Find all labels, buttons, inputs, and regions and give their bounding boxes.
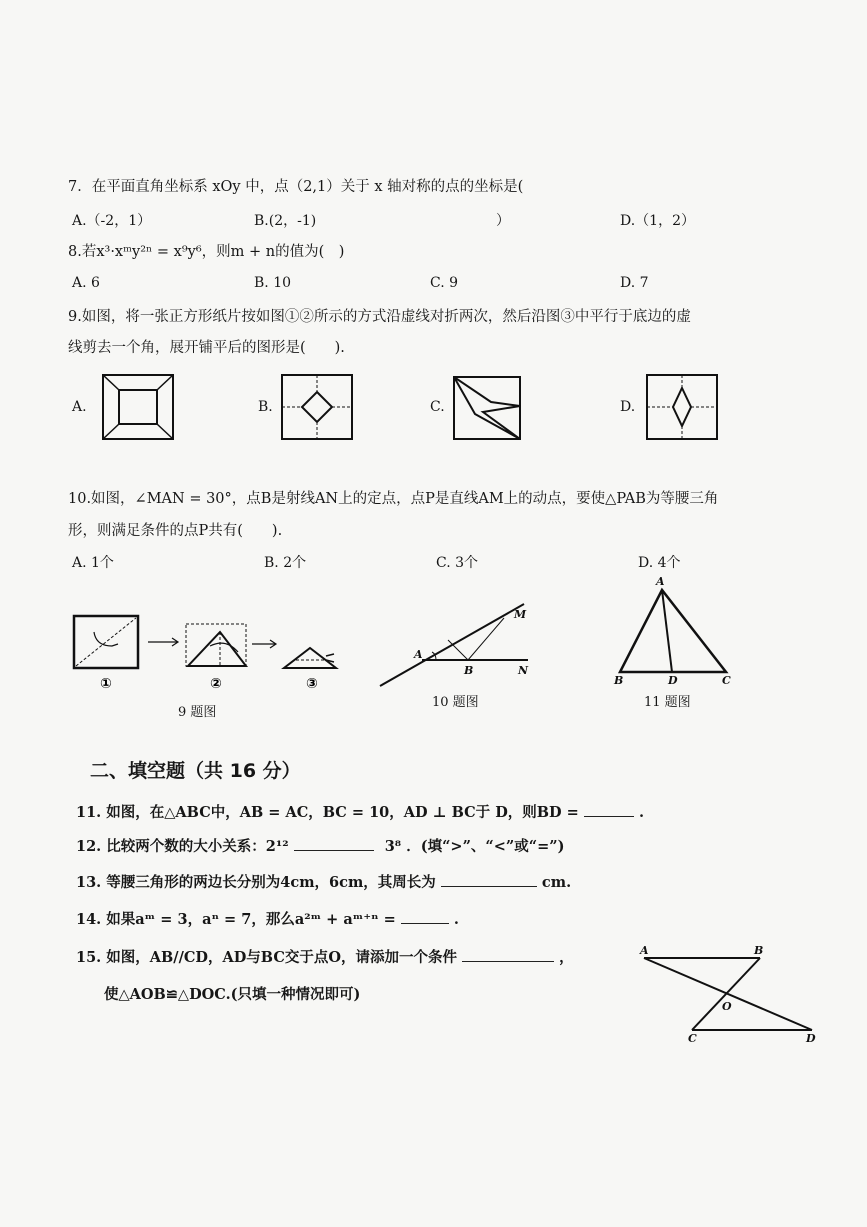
q8-stem: 8.若x³·xᵐy²ⁿ = x⁹y⁶，则m + n的值为( ) <box>68 244 345 260</box>
q14-answer-blank[interactable] <box>401 922 449 924</box>
q9-stem-line1: 9.如图，将一张正方形纸片按如图①②所示的方式沿虚线对折两次，然后沿图③中平行于底边的虚 <box>68 309 691 325</box>
q10-stem-line1: 10.如图，∠MAN = 30°，点B是射线AN上的定点，点P是直线AM上的动点，要使△PAB为等腰三角 <box>68 491 719 507</box>
q11-end: . <box>638 804 645 821</box>
q7-option-a: A.（-2，1） <box>72 213 152 229</box>
fig9-step-label-2: ② <box>210 676 222 692</box>
q9-option-c-label: C. <box>430 399 445 415</box>
q9-option-d-label: D. <box>620 399 636 415</box>
fig15-point-d: D <box>806 1032 816 1045</box>
q12-mid: 3⁸ <box>384 838 402 855</box>
q15-line2: 使△AOB≌△DOC.(只填一种情况即可) <box>104 986 361 1003</box>
fig10-point-b: B <box>464 664 474 677</box>
q15-line1 <box>76 951 574 966</box>
figure-10-caption: 10 题图 <box>432 695 479 710</box>
q10-option-a: A. 1个 <box>72 555 114 571</box>
q10-option-b: B. 2个 <box>264 555 307 571</box>
fig15-point-c: C <box>688 1032 697 1045</box>
q13-text: 13. 等腰三角形的两边长分别为4cm，6cm，其周长为 <box>76 874 436 891</box>
fig10-point-m: M <box>514 608 527 621</box>
q7-option-d: D.（1，2） <box>620 213 695 229</box>
q14-text: 14. 如果aᵐ = 3，aⁿ = 7，那么a²ᵐ + aᵐ⁺ⁿ = <box>76 911 396 928</box>
fig9-step2-triangle <box>188 632 246 666</box>
fig9-step-label-3: ③ <box>306 676 318 692</box>
q7-option-c: ） <box>496 213 510 229</box>
q9-option-d-figure <box>646 374 718 440</box>
fig15-point-b: B <box>754 944 764 957</box>
q9-option-a-figure <box>102 374 174 440</box>
fig15-segment-ad <box>644 958 812 1030</box>
fig9-step1-diagonal <box>76 618 136 666</box>
q12-answer-blank[interactable] <box>294 849 374 851</box>
figure-15 <box>636 938 826 1046</box>
fig9-step3-triangle <box>284 648 336 668</box>
fig9-step-label-1: ① <box>100 676 112 692</box>
figure-10 <box>376 598 536 690</box>
fig10-point-n: N <box>518 664 529 677</box>
fig11-point-d: D <box>668 674 678 687</box>
section-2-title: 二、填空题（共 16 分） <box>90 760 301 782</box>
fig15-segment-bc <box>692 958 760 1030</box>
q7-stem: 7．在平面直角坐标系 xOy 中，点（2,1）关于 x 轴对称的点的坐标是( <box>68 179 524 195</box>
q13-line <box>76 876 571 891</box>
q9d-fold-lines <box>647 375 717 439</box>
q9d-diamond <box>673 388 691 426</box>
fig9-arrow-1 <box>148 638 178 646</box>
q14-line <box>76 913 459 928</box>
figure-9 <box>70 612 350 692</box>
fig11-point-c: C <box>722 674 731 687</box>
q11-line <box>76 806 644 821</box>
q13-answer-blank[interactable] <box>441 885 537 887</box>
q11-text: 11. 如图，在△ABC中，AB = AC，BC = 10，AD ⊥ BC于 D，则BD = <box>76 804 579 821</box>
fig11-triangle-abc <box>620 590 726 672</box>
q14-end: . <box>453 911 459 928</box>
q11-answer-blank[interactable] <box>584 815 634 817</box>
fig9-arrow-2 <box>252 640 276 648</box>
fig9-step3-scissors <box>326 654 334 662</box>
q9-stem-line2: 线剪去一个角，展开铺平后的图形是( ). <box>68 340 345 356</box>
q9a-inner-square <box>119 390 157 424</box>
fig15-point-o: O <box>722 1000 732 1013</box>
q10-stem-line2: 形，则满足条件的点P共有( ). <box>68 523 283 539</box>
q8-option-c: C. 9 <box>430 275 459 291</box>
q8-option-b: B. 10 <box>254 275 292 291</box>
fig11-point-b: B <box>614 674 624 687</box>
q9a-corner-lines <box>103 375 173 439</box>
fig9-step1-fold-arrow <box>94 632 118 646</box>
fig10-segment-bp2 <box>448 640 468 660</box>
q9c-star-shape <box>454 377 520 439</box>
figure-9-caption: 9 题图 <box>178 705 217 720</box>
q12-end: ．(填“>”、“<”或“=”) <box>406 838 565 855</box>
figure-11-caption: 11 题图 <box>644 695 691 710</box>
fig15-point-a: A <box>640 944 649 957</box>
q9-option-b-figure <box>281 374 353 440</box>
q12-text: 12. 比较两个数的大小关系：2¹² <box>76 838 289 855</box>
fig10-point-a: A <box>414 648 423 661</box>
q15-answer-blank[interactable] <box>462 960 554 962</box>
q9-option-a-label: A. <box>72 399 87 415</box>
fig10-ray-am <box>380 604 524 686</box>
q8-option-d: D. 7 <box>620 275 649 291</box>
q9b-fold-lines <box>282 375 352 439</box>
q15-text: 15. 如图，AB//CD，AD与BC交于点O，请添加一个条件 <box>76 949 458 966</box>
q12-line <box>76 840 564 855</box>
q9-option-c-figure <box>453 376 521 440</box>
q10-option-c: C. 3个 <box>436 555 479 571</box>
figure-11 <box>610 574 740 690</box>
q9b-diamond <box>302 392 332 422</box>
fig11-point-a: A <box>656 575 665 588</box>
q13-end: cm. <box>541 874 572 891</box>
q7-option-b: B.(2，-1) <box>254 213 317 229</box>
q15-end: ， <box>559 949 574 966</box>
q10-option-d: D. 4个 <box>638 555 681 571</box>
q9-option-b-label: B. <box>258 399 273 415</box>
fig10-segment-bp <box>468 618 504 660</box>
q8-option-a: A. 6 <box>72 275 100 291</box>
